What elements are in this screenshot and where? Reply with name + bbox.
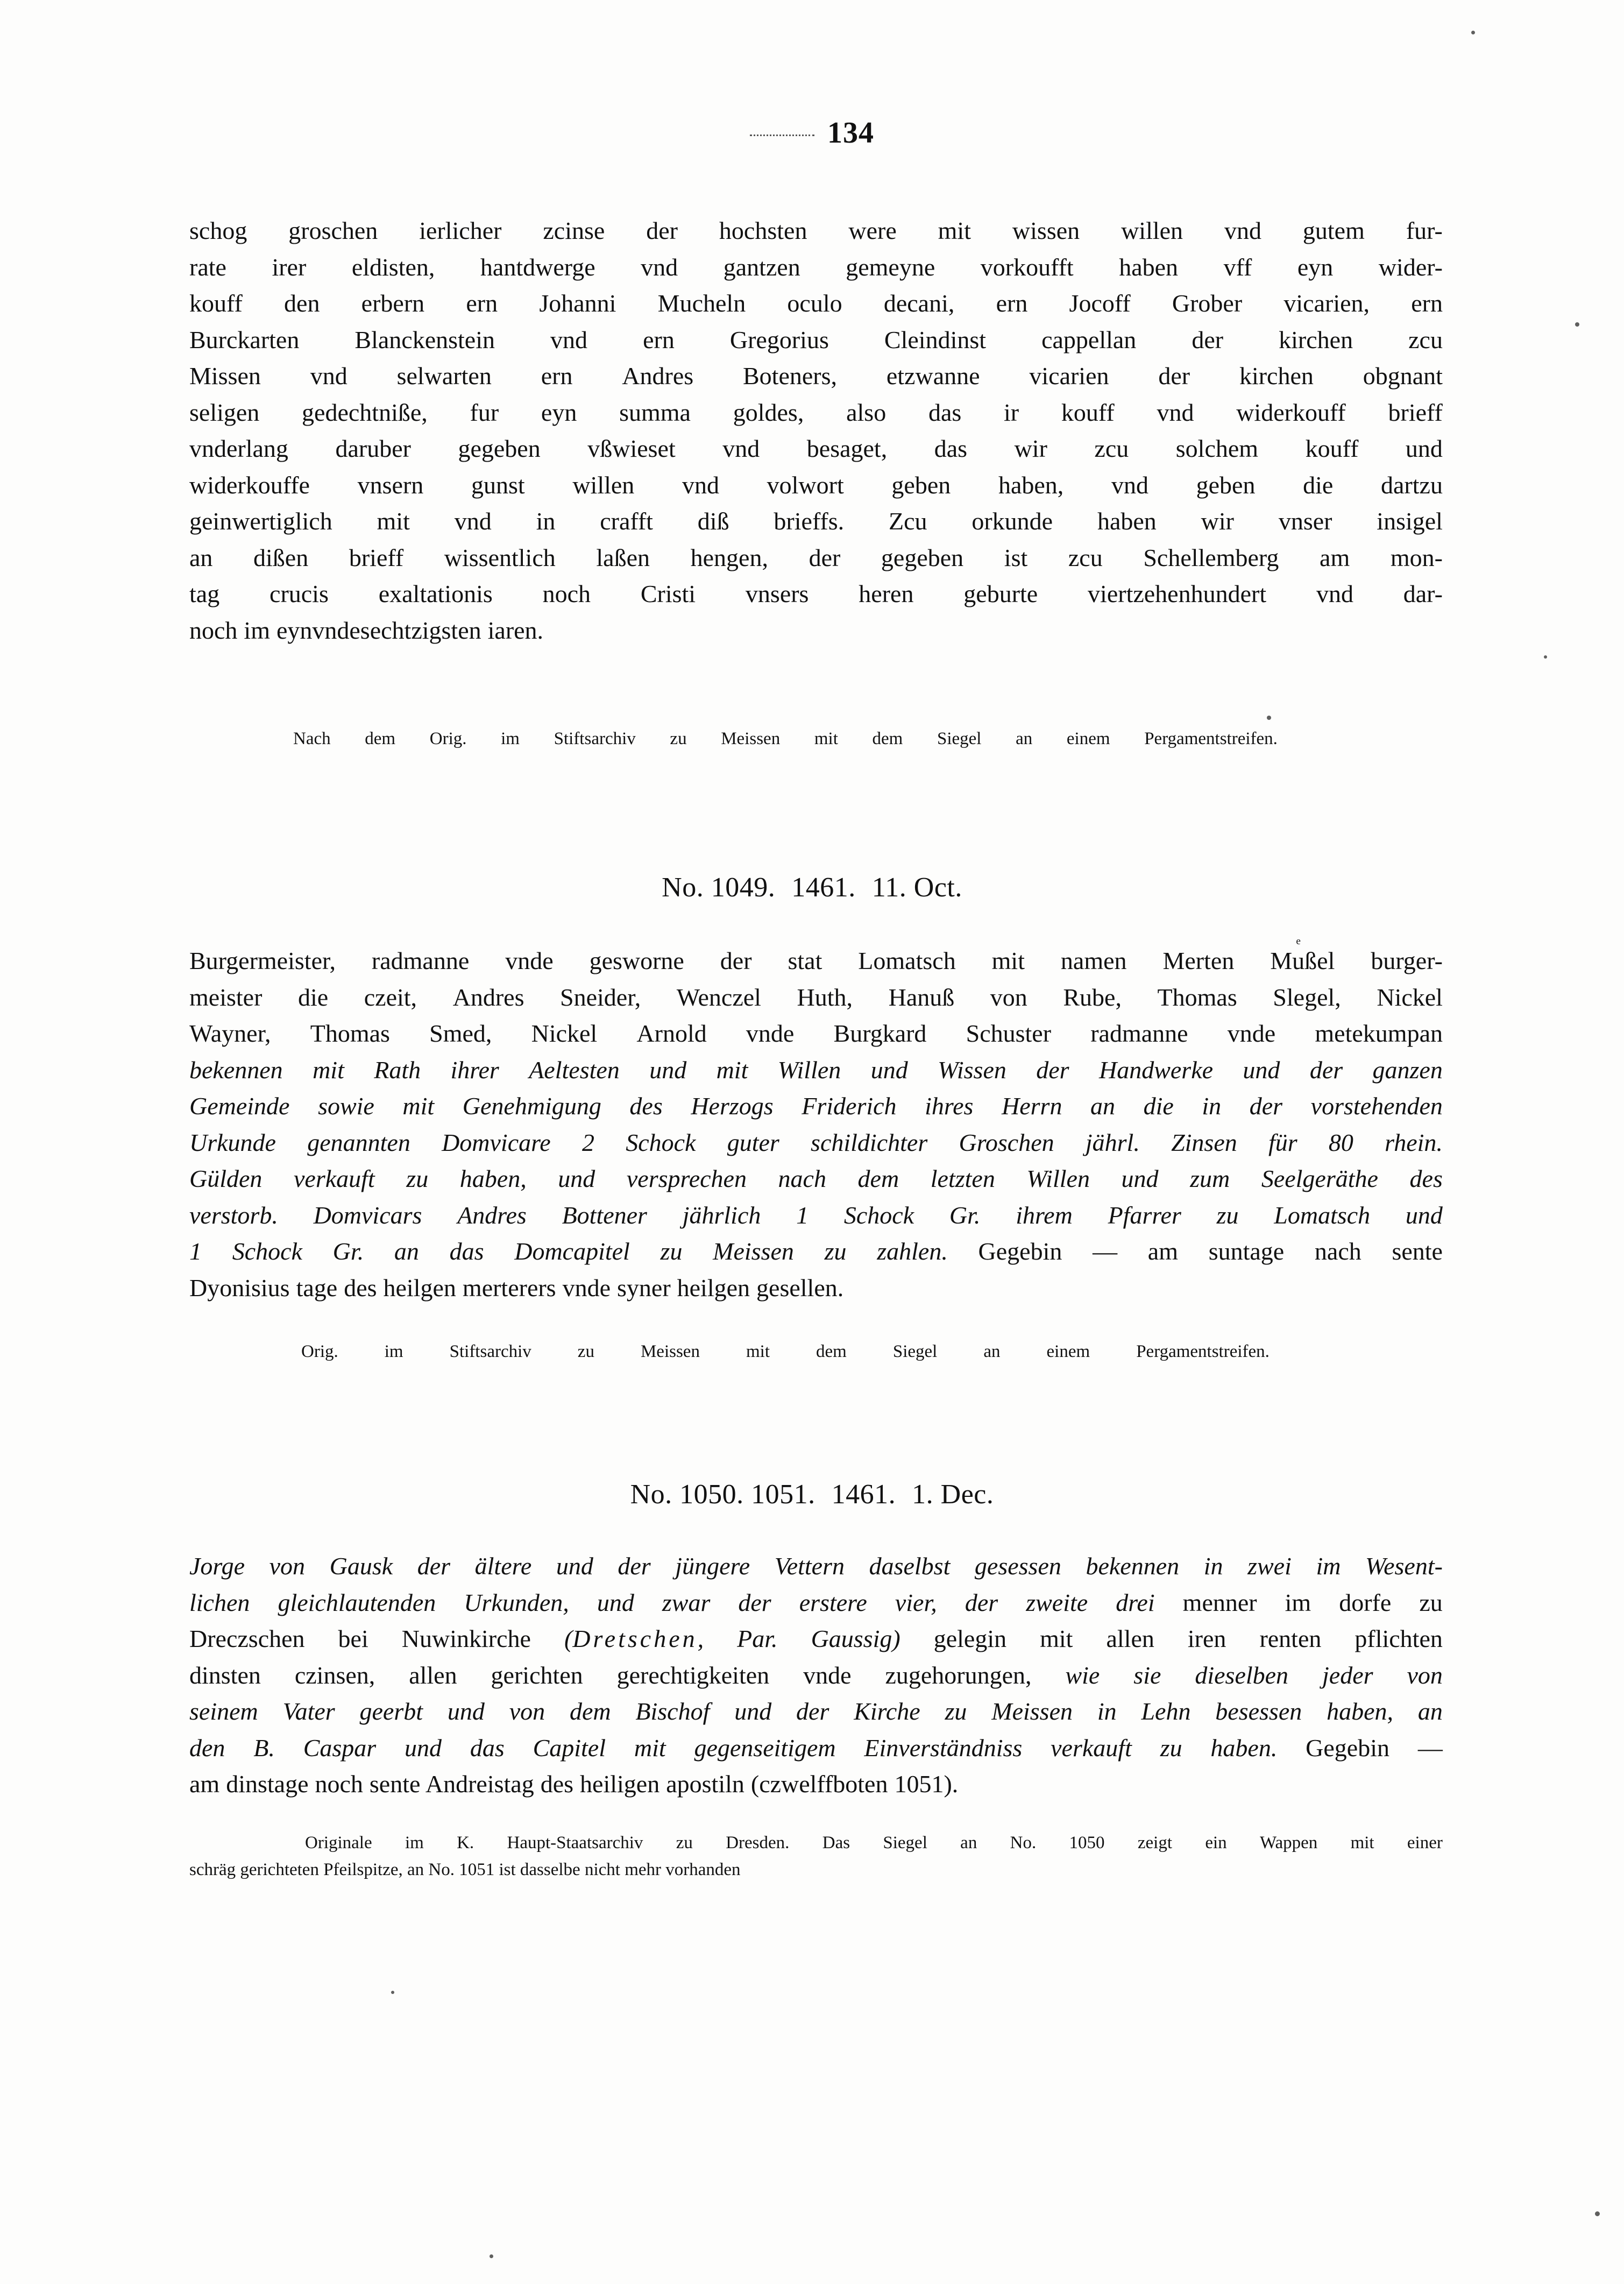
body-line: dinsten czinsen, allen gerichten gerechtigkeiten vnde zugehorungen, wie sie dieselben jeder von xyxy=(189,1661,1443,1689)
body-line: Gülden verkauft zu haben, und versprechen nach dem letzten Willen und zum Seelgeräthe des xyxy=(189,1165,1443,1192)
folio-rule xyxy=(750,135,814,136)
running-head xyxy=(0,116,1624,150)
body-line: Burckarten Blanckenstein vnd ern Gregorius Cleindinst cappellan der kirchen zcu xyxy=(189,326,1443,353)
charter-1048-continued-body xyxy=(189,213,1443,648)
source-note-line: Nach dem Orig. im Stiftsarchiv zu Meissen mit dem Siegel an einem Pergamentstreifen. xyxy=(293,729,1278,748)
charter-1048-source-note xyxy=(293,725,1278,752)
body-line: lichen gleichlautenden Urkunden, und zwar der erstere vier, der zweite drei menner im dorfe zu xyxy=(189,1588,1443,1616)
body-line: schog groschen ierlicher zcinse der hochsten were mit wissen willen vnd gutem fur- xyxy=(189,217,1443,244)
body-line: Burgermeister, radmanne vnde gesworne der stat Lomatsch mit namen Merten Mu e ßel burger- xyxy=(189,943,1443,979)
body-line: seligen gedechtniße, fur eyn summa goldes, also das ir kouff vnd widerkouff brieff xyxy=(189,398,1443,426)
charter-1049-source-note xyxy=(301,1338,1270,1365)
charter-number: No. 1050. 1051. xyxy=(630,1479,815,1510)
body-line: verstorb. Domvicars Andres Bottener jährlich 1 Schock Gr. ihrem Pfarrer zu Lomatsch und xyxy=(189,1201,1443,1229)
scan-speckle xyxy=(1575,322,1579,327)
umlaut-e-glyph: u e xyxy=(1292,936,1305,974)
charter-year: 1461. xyxy=(831,1479,896,1510)
body-line: tag crucis exaltationis noch Cristi vnsers heren geburte viertzehenhundert vnd dar- xyxy=(189,580,1443,607)
scan-speckle xyxy=(1267,716,1271,720)
body-line: 1 Schock Gr. an das Domcapitel zu Meissen zu zahlen. Gegebin — am suntage nach sente xyxy=(189,1238,1443,1265)
body-line: rate irer eldisten, hantdwerge vnd gantzen gemeyne vorkoufft haben vff eyn wider- xyxy=(189,253,1443,281)
charter-number: No. 1049. xyxy=(662,872,776,903)
scan-speckle xyxy=(391,1991,394,1994)
body-line: Jorge von Gausk der ältere und der jüngere Vettern daselbst gesessen bekennen in zwei im Wesent- xyxy=(189,1552,1443,1580)
body-line: den B. Caspar und das Capitel mit gegenseitigem Einverständniss verkauft zu haben. Gegebin — xyxy=(189,1734,1443,1762)
body-line: widerkouffe vnsern gunst willen vnd volwort geben haben, vnd geben die dartzu xyxy=(189,471,1443,499)
body-line: Gemeinde sowie mit Genehmigung des Herzogs Friderich ihres Herrn an die in der vorstehenden xyxy=(189,1092,1443,1120)
charter-year: 1461. xyxy=(791,872,856,903)
body-line: seinem Vater geerbt und von dem Bischof und der Kirche zu Meissen in Lehn besessen haben, an xyxy=(189,1698,1443,1725)
body-line: Urkunde genannten Domvicare 2 Schock guter schildichter Groschen jährl. Zinsen für 80 rhein. xyxy=(189,1128,1443,1156)
charter-date: 11. Oct. xyxy=(871,872,962,903)
charter-date: 1. Dec. xyxy=(912,1479,994,1510)
charter-1050-1051-heading xyxy=(0,1479,1624,1510)
body-line: kouff den erbern ern Johanni Mucheln oculo decani, ern Jocoff Grober vicarien, ern xyxy=(189,289,1443,317)
scan-speckle xyxy=(1544,655,1547,659)
body-line: am dinstage noch sente Andreistag des heiligen apostiln (czwelffboten 1051). xyxy=(189,1770,959,1798)
scan-speckle xyxy=(1595,2211,1600,2216)
body-line: vnderlang daruber gegeben vßwieset vnd besaget, das wir zcu solchem kouff und xyxy=(189,435,1443,462)
body-line: Wayner, Thomas Smed, Nickel Arnold vnde Burgkard Schuster radmanne vnde metekumpan xyxy=(189,1020,1443,1047)
charter-1049-heading xyxy=(0,872,1624,903)
page-number: 134 xyxy=(827,116,874,150)
source-note-line: schräg gerichteten Pfeilspitze, an No. 1051 ist dasselbe nicht mehr vorhanden xyxy=(189,1860,741,1879)
body-line: meister die czeit, Andres Sneider, Wenczel Huth, Hanuß von Rube, Thomas Slegel, Nickel xyxy=(189,983,1443,1011)
body-line: geinwertiglich mit vnd in crafft diß brieffs. Zcu orkunde haben wir vnser insigel xyxy=(189,507,1443,535)
charter-1050-1051-source-note xyxy=(189,1829,1443,1883)
body-line: Dreczschen bei Nuwinkirche (Dretschen, Par. Gaussig) gelegin mit allen iren renten pflichten xyxy=(189,1625,1443,1652)
charter-1049-body xyxy=(189,936,1443,1306)
source-note-line: Orig. im Stiftsarchiv zu Meissen mit dem Siegel an einem Pergamentstreifen. xyxy=(301,1342,1270,1361)
body-line: Dyonisius tage des heilgen merterers vnde syner heilgen gesellen. xyxy=(189,1274,844,1302)
body-line: Missen vnd selwarten ern Andres Boteners, etzwanne vicarien der kirchen obgnant xyxy=(189,362,1443,390)
scan-speckle xyxy=(1471,31,1475,34)
body-line: an dißen brieff wissentlich laßen hengen, der gegeben ist zcu Schellemberg am mon- xyxy=(189,543,1443,571)
charter-1050-1051-body xyxy=(189,1548,1443,1802)
body-line: noch im eynvndesechtzigsten iaren. xyxy=(189,616,544,644)
scan-speckle xyxy=(490,2254,493,2258)
source-note-line: Originale im K. Haupt-Staatsarchiv zu Dresden. Das Siegel an No. 1050 zeigt ein Wappen mit einer xyxy=(305,1833,1443,1852)
body-line: bekennen mit Rath ihrer Aeltesten und mit Willen und Wissen der Handwerke und der ganzen xyxy=(189,1056,1443,1084)
